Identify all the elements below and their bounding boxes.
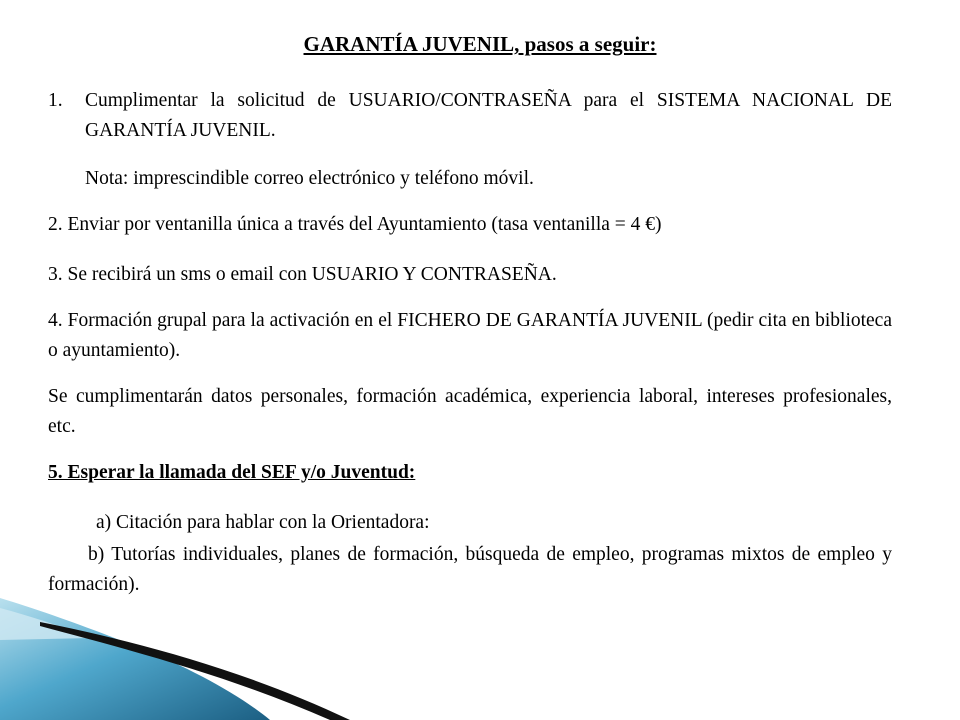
step-5-a: a) Citación para hablar con la Orientadora: <box>96 512 430 533</box>
step-2: 2. Enviar por ventanilla única a través del Ayuntamiento (tasa ventanilla = 4 €) <box>48 214 662 235</box>
step-1-text: Cumplimentar la solicitud de USUARIO/CONTRASEÑA para el SISTEMA NACIONAL DE GARANTÍA JUVENIL. <box>85 90 892 141</box>
slide-title: GARANTÍA JUVENIL, pasos a seguir: <box>303 32 657 56</box>
step-4-detail: Se cumplimentarán datos personales, formación académica, experiencia laboral, intereses profesionales, etc. <box>48 386 892 437</box>
step-5-b: b) Tutorías individuales, planes de formación, búsqueda de empleo, programas mixtos de empleo y formación). <box>48 544 892 595</box>
swoosh-blue-band <box>0 598 270 720</box>
step-5-heading: 5. Esperar la llamada del SEF y/o Juventud: <box>48 462 416 483</box>
step-3: 3. Se recibirá un sms o email con USUARIO Y CONTRASEÑA. <box>48 264 557 285</box>
step-1-note: Nota: imprescindible correo electrónico y teléfono móvil. <box>85 168 534 189</box>
step-4: 4. Formación grupal para la activación en el FICHERO DE GARANTÍA JUVENIL (pedir cita en biblioteca o ayuntamiento). <box>48 310 892 361</box>
step-1-number: 1. <box>48 90 63 111</box>
